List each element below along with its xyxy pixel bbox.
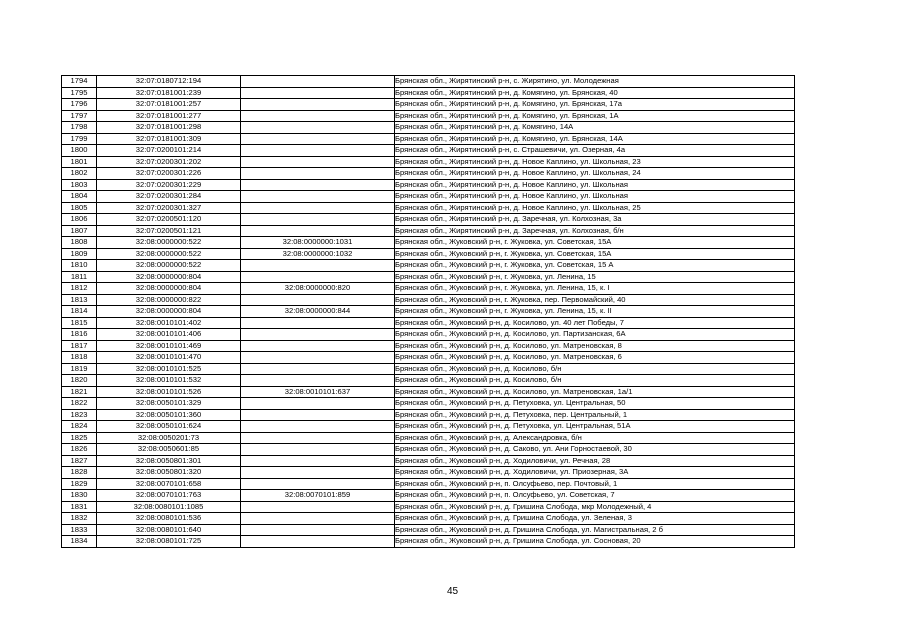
address-cell: Брянская обл., Жирятинский р-н, д. Комягино, ул. Брянская, 40 — [395, 87, 795, 99]
related-cadastral-number-cell: 32:08:0070101:859 — [241, 490, 395, 502]
row-number-cell: 1833 — [62, 524, 97, 536]
related-cadastral-number-cell — [241, 467, 395, 479]
address-cell: Брянская обл., Жуковский р-н, д. Косилово, ул. Матреновская, 8 — [395, 340, 795, 352]
cadastral-number-cell: 32:08:0010101:470 — [97, 352, 241, 364]
address-cell: Брянская обл., Жуковский р-н, п. Олсуфьево, ул. Советская, 7 — [395, 490, 795, 502]
related-cadastral-number-cell: 32:08:0000000:1031 — [241, 237, 395, 249]
address-cell: Брянская обл., Жуковский р-н, д. Косилово, ул. 40 лет Победы, 7 — [395, 317, 795, 329]
address-cell: Брянская обл., Жирятинский р-н, д. Комягино, 14А — [395, 122, 795, 134]
related-cadastral-number-cell — [241, 398, 395, 410]
address-cell: Брянская обл., Жуковский р-н, г. Жуковка, ул. Советская, 15 А — [395, 260, 795, 272]
address-cell: Брянская обл., Жуковский р-н, г. Жуковка, ул. Советская, 15А — [395, 248, 795, 260]
address-cell: Брянская обл., Жирятинский р-н, д. Новое Каплино, ул. Школьная — [395, 179, 795, 191]
address-cell: Брянская обл., Жирятинский р-н, д. Заречная, ул. Колхозная, 3а — [395, 214, 795, 226]
table-row — [62, 76, 795, 88]
address-cell: Брянская обл., Жуковский р-н, д. Гришина Слобода, ул. Магистральная, 2 б — [395, 524, 795, 536]
row-number-cell: 1827 — [62, 455, 97, 467]
table-row — [62, 87, 795, 99]
cadastral-number-cell: 32:07:0200301:229 — [97, 179, 241, 191]
cadastral-number-cell: 32:07:0200301:226 — [97, 168, 241, 180]
row-number-cell: 1825 — [62, 432, 97, 444]
address-cell: Брянская обл., Жирятинский р-н, д. Новое Каплино, ул. Школьная, 24 — [395, 168, 795, 180]
related-cadastral-number-cell — [241, 99, 395, 111]
table-row — [62, 317, 795, 329]
address-cell: Брянская обл., Жирятинский р-н, д. Новое Каплино, ул. Школьная — [395, 191, 795, 203]
cadastral-number-cell: 32:08:0050801:320 — [97, 467, 241, 479]
cadastral-number-cell: 32:08:0050101:624 — [97, 421, 241, 433]
table-row — [62, 225, 795, 237]
related-cadastral-number-cell — [241, 214, 395, 226]
address-cell: Брянская обл., Жуковский р-н, д. Косилово, ул. Матреновская, 6 — [395, 352, 795, 364]
cadastral-number-cell: 32:07:0181001:277 — [97, 110, 241, 122]
table-row — [62, 191, 795, 203]
registry-table-body — [62, 76, 795, 548]
related-cadastral-number-cell — [241, 375, 395, 387]
table-row — [62, 363, 795, 375]
property-registry-table — [61, 75, 795, 548]
cadastral-number-cell: 32:08:0080101:640 — [97, 524, 241, 536]
related-cadastral-number-cell: 32:08:0000000:1032 — [241, 248, 395, 260]
related-cadastral-number-cell — [241, 87, 395, 99]
table-row — [62, 340, 795, 352]
address-cell: Брянская обл., Жирятинский р-н, с. Жирятино, ул. Молодежная — [395, 76, 795, 88]
related-cadastral-number-cell: 32:08:0000000:820 — [241, 283, 395, 295]
page-number: 45 — [446, 586, 459, 597]
table-row — [62, 133, 795, 145]
address-cell: Брянская обл., Жирятинский р-н, д. Заречная, ул. Колхозная, б/н — [395, 225, 795, 237]
table-row — [62, 478, 795, 490]
cadastral-number-cell: 32:07:0181001:298 — [97, 122, 241, 134]
table-row — [62, 375, 795, 387]
related-cadastral-number-cell — [241, 409, 395, 421]
cadastral-number-cell: 32:08:0010101:532 — [97, 375, 241, 387]
related-cadastral-number-cell: 32:08:0000000:844 — [241, 306, 395, 318]
address-cell: Брянская обл., Жуковский р-н, д. Ходиловичи, ул. Речная, 28 — [395, 455, 795, 467]
table-row — [62, 122, 795, 134]
row-number-cell: 1823 — [62, 409, 97, 421]
related-cadastral-number-cell — [241, 363, 395, 375]
row-number-cell: 1824 — [62, 421, 97, 433]
cadastral-number-cell: 32:07:0200501:120 — [97, 214, 241, 226]
row-number-cell: 1821 — [62, 386, 97, 398]
table-row — [62, 110, 795, 122]
cadastral-number-cell: 32:08:0010101:469 — [97, 340, 241, 352]
table-row — [62, 409, 795, 421]
row-number-cell: 1820 — [62, 375, 97, 387]
row-number-cell: 1798 — [62, 122, 97, 134]
related-cadastral-number-cell — [241, 260, 395, 272]
cadastral-number-cell: 32:07:0180712:194 — [97, 76, 241, 88]
row-number-cell: 1802 — [62, 168, 97, 180]
cadastral-number-cell: 32:08:0000000:522 — [97, 237, 241, 249]
row-number-cell: 1796 — [62, 99, 97, 111]
row-number-cell: 1804 — [62, 191, 97, 203]
row-number-cell: 1794 — [62, 76, 97, 88]
table-row — [62, 490, 795, 502]
address-cell: Брянская обл., Жуковский р-н, г. Жуковка, ул. Ленина, 15, к. I — [395, 283, 795, 295]
table-row — [62, 294, 795, 306]
cadastral-number-cell: 32:08:0000000:804 — [97, 306, 241, 318]
row-number-cell: 1828 — [62, 467, 97, 479]
cadastral-number-cell: 32:07:0181001:309 — [97, 133, 241, 145]
related-cadastral-number-cell — [241, 317, 395, 329]
table-row — [62, 260, 795, 272]
address-cell: Брянская обл., Жуковский р-н, д. Саково, ул. Ани Горностаевой, 30 — [395, 444, 795, 456]
related-cadastral-number-cell — [241, 156, 395, 168]
cadastral-number-cell: 32:08:0070101:763 — [97, 490, 241, 502]
table-row — [62, 513, 795, 525]
address-cell: Брянская обл., Жуковский р-н, д. Косилово, б/н — [395, 375, 795, 387]
related-cadastral-number-cell — [241, 455, 395, 467]
address-cell: Брянская обл., Жирятинский р-н, д. Комягино, ул. Брянская, 17а — [395, 99, 795, 111]
cadastral-number-cell: 32:08:0010101:525 — [97, 363, 241, 375]
cadastral-number-cell: 32:07:0200101:214 — [97, 145, 241, 157]
table-row — [62, 306, 795, 318]
row-number-cell: 1811 — [62, 271, 97, 283]
table-row — [62, 168, 795, 180]
address-cell: Брянская обл., Жуковский р-н, д. Гришина Слобода, ул. Сосновая, 20 — [395, 536, 795, 548]
row-number-cell: 1816 — [62, 329, 97, 341]
cadastral-number-cell: 32:08:0080101:1085 — [97, 501, 241, 513]
table-row — [62, 214, 795, 226]
related-cadastral-number-cell — [241, 76, 395, 88]
related-cadastral-number-cell — [241, 179, 395, 191]
cadastral-number-cell: 32:08:0080101:536 — [97, 513, 241, 525]
row-number-cell: 1805 — [62, 202, 97, 214]
table-row — [62, 536, 795, 548]
cadastral-number-cell: 32:08:0010101:526 — [97, 386, 241, 398]
cadastral-number-cell: 32:07:0200501:121 — [97, 225, 241, 237]
row-number-cell: 1810 — [62, 260, 97, 272]
table-row — [62, 237, 795, 249]
cadastral-number-cell: 32:08:0010101:402 — [97, 317, 241, 329]
row-number-cell: 1826 — [62, 444, 97, 456]
address-cell: Брянская обл., Жирятинский р-н, с. Страшевичи, ул. Озерная, 4а — [395, 145, 795, 157]
table-row — [62, 444, 795, 456]
address-cell: Брянская обл., Жуковский р-н, д. Гришина Слобода, ул. Зеленая, 3 — [395, 513, 795, 525]
row-number-cell: 1830 — [62, 490, 97, 502]
table-row — [62, 283, 795, 295]
cadastral-number-cell: 32:08:0000000:822 — [97, 294, 241, 306]
row-number-cell: 1808 — [62, 237, 97, 249]
row-number-cell: 1822 — [62, 398, 97, 410]
cadastral-number-cell: 32:08:0000000:804 — [97, 283, 241, 295]
related-cadastral-number-cell — [241, 168, 395, 180]
related-cadastral-number-cell — [241, 501, 395, 513]
related-cadastral-number-cell — [241, 444, 395, 456]
related-cadastral-number-cell — [241, 202, 395, 214]
row-number-cell: 1831 — [62, 501, 97, 513]
cadastral-number-cell: 32:07:0200301:202 — [97, 156, 241, 168]
address-cell: Брянская обл., Жуковский р-н, г. Жуковка, пер. Первомайский, 40 — [395, 294, 795, 306]
row-number-cell: 1813 — [62, 294, 97, 306]
cadastral-number-cell: 32:08:0050201:73 — [97, 432, 241, 444]
row-number-cell: 1815 — [62, 317, 97, 329]
table-row — [62, 352, 795, 364]
table-row — [62, 145, 795, 157]
table-row — [62, 329, 795, 341]
address-cell: Брянская обл., Жуковский р-н, д. Петуховка, пер. Центральный, 1 — [395, 409, 795, 421]
table-row — [62, 421, 795, 433]
related-cadastral-number-cell — [241, 432, 395, 444]
cadastral-number-cell: 32:07:0181001:257 — [97, 99, 241, 111]
row-number-cell: 1812 — [62, 283, 97, 295]
address-cell: Брянская обл., Жирятинский р-н, д. Новое Каплино, ул. Школьная, 25 — [395, 202, 795, 214]
address-cell: Брянская обл., Жуковский р-н, г. Жуковка, ул. Советская, 15А — [395, 237, 795, 249]
table-row — [62, 386, 795, 398]
related-cadastral-number-cell — [241, 225, 395, 237]
cadastral-number-cell: 32:08:0050101:329 — [97, 398, 241, 410]
table-row — [62, 398, 795, 410]
cadastral-number-cell: 32:08:0000000:522 — [97, 248, 241, 260]
cadastral-number-cell: 32:08:0000000:522 — [97, 260, 241, 272]
row-number-cell: 1834 — [62, 536, 97, 548]
cadastral-number-cell: 32:08:0000000:804 — [97, 271, 241, 283]
address-cell: Брянская обл., Жуковский р-н, д. Косилово, ул. Матреновская, 1а/1 — [395, 386, 795, 398]
related-cadastral-number-cell — [241, 294, 395, 306]
address-cell: Брянская обл., Жуковский р-н, д. Косилово, ул. Партизанская, 6А — [395, 329, 795, 341]
address-cell: Брянская обл., Жуковский р-н, д. Гришина Слобода, мкр Молодежный, 4 — [395, 501, 795, 513]
address-cell: Брянская обл., Жуковский р-н, д. Петуховка, ул. Центральная, 51А — [395, 421, 795, 433]
table-row — [62, 179, 795, 191]
cadastral-number-cell: 32:08:0070101:658 — [97, 478, 241, 490]
row-number-cell: 1809 — [62, 248, 97, 260]
address-cell: Брянская обл., Жуковский р-н, д. Петуховка, ул. Центральная, 50 — [395, 398, 795, 410]
address-cell: Брянская обл., Жуковский р-н, г. Жуковка, ул. Ленина, 15, к. II — [395, 306, 795, 318]
table-row — [62, 202, 795, 214]
address-cell: Брянская обл., Жуковский р-н, д. Косилово, б/н — [395, 363, 795, 375]
row-number-cell: 1797 — [62, 110, 97, 122]
cadastral-number-cell: 32:07:0200301:284 — [97, 191, 241, 203]
table-row — [62, 432, 795, 444]
related-cadastral-number-cell — [241, 191, 395, 203]
address-cell: Брянская обл., Жирятинский р-н, д. Комягино, ул. Брянская, 1А — [395, 110, 795, 122]
table-row — [62, 501, 795, 513]
address-cell: Брянская обл., Жуковский р-н, д. Александровка, б/н — [395, 432, 795, 444]
address-cell: Брянская обл., Жуковский р-н, д. Ходиловичи, ул. Приозерная, 3А — [395, 467, 795, 479]
cadastral-number-cell: 32:08:0080101:725 — [97, 536, 241, 548]
address-cell: Брянская обл., Жуковский р-н, г. Жуковка, ул. Ленина, 15 — [395, 271, 795, 283]
cadastral-number-cell: 32:08:0050601:85 — [97, 444, 241, 456]
related-cadastral-number-cell — [241, 340, 395, 352]
row-number-cell: 1806 — [62, 214, 97, 226]
related-cadastral-number-cell — [241, 133, 395, 145]
row-number-cell: 1795 — [62, 87, 97, 99]
row-number-cell: 1832 — [62, 513, 97, 525]
related-cadastral-number-cell — [241, 145, 395, 157]
related-cadastral-number-cell — [241, 122, 395, 134]
table-row — [62, 271, 795, 283]
row-number-cell: 1829 — [62, 478, 97, 490]
address-cell: Брянская обл., Жирятинский р-н, д. Комягино, ул. Брянская, 14А — [395, 133, 795, 145]
related-cadastral-number-cell — [241, 110, 395, 122]
related-cadastral-number-cell — [241, 271, 395, 283]
row-number-cell: 1807 — [62, 225, 97, 237]
related-cadastral-number-cell — [241, 478, 395, 490]
related-cadastral-number-cell — [241, 536, 395, 548]
related-cadastral-number-cell — [241, 524, 395, 536]
related-cadastral-number-cell — [241, 421, 395, 433]
table-row — [62, 467, 795, 479]
related-cadastral-number-cell: 32:08:0010101:637 — [241, 386, 395, 398]
cadastral-number-cell: 32:08:0050101:360 — [97, 409, 241, 421]
table-row — [62, 156, 795, 168]
row-number-cell: 1819 — [62, 363, 97, 375]
row-number-cell: 1818 — [62, 352, 97, 364]
cadastral-number-cell: 32:08:0010101:406 — [97, 329, 241, 341]
table-row — [62, 248, 795, 260]
row-number-cell: 1799 — [62, 133, 97, 145]
related-cadastral-number-cell — [241, 513, 395, 525]
cadastral-number-cell: 32:07:0181001:239 — [97, 87, 241, 99]
related-cadastral-number-cell — [241, 329, 395, 341]
table-row — [62, 99, 795, 111]
row-number-cell: 1801 — [62, 156, 97, 168]
row-number-cell: 1803 — [62, 179, 97, 191]
row-number-cell: 1817 — [62, 340, 97, 352]
address-cell: Брянская обл., Жуковский р-н, п. Олсуфьево, пер. Почтовый, 1 — [395, 478, 795, 490]
row-number-cell: 1800 — [62, 145, 97, 157]
table-row — [62, 524, 795, 536]
address-cell: Брянская обл., Жирятинский р-н, д. Новое Каплино, ул. Школьная, 23 — [395, 156, 795, 168]
related-cadastral-number-cell — [241, 352, 395, 364]
cadastral-number-cell: 32:07:0200301:327 — [97, 202, 241, 214]
row-number-cell: 1814 — [62, 306, 97, 318]
table-row — [62, 455, 795, 467]
cadastral-number-cell: 32:08:0050801:301 — [97, 455, 241, 467]
